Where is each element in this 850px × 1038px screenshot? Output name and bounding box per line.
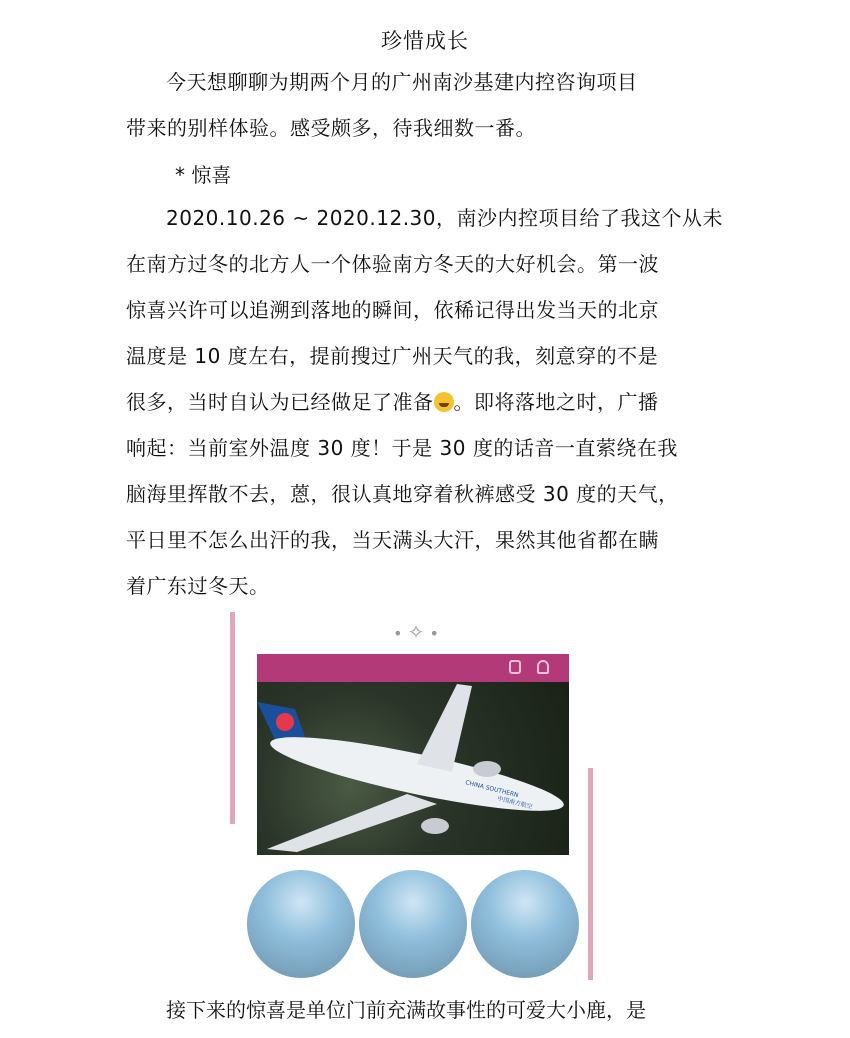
- next-paragraph-line: [126, 990, 736, 1030]
- rofl-emoji-icon: [434, 392, 454, 412]
- body-line: 脑海里挥散不去，蒽，很认真地穿着秋裤感受 30 度的天气，: [126, 482, 679, 506]
- intro-paragraph: [126, 59, 726, 151]
- decorative-bar-left: [230, 612, 235, 824]
- window-view-photo-2: [357, 868, 469, 980]
- body-line: 着广东过冬天。: [126, 574, 270, 598]
- lower-wing: [267, 794, 437, 852]
- intro-line: 今天想聊聊为期两个月的广州南沙基建内控咨询项目: [166, 70, 638, 94]
- engine: [473, 761, 501, 777]
- airline-en-text: CHINA SOUTHERN: [464, 779, 520, 800]
- body-line-part: 很多，当时自认为已经做足了准备: [126, 390, 434, 414]
- puzzle-icon: • ✧ •: [393, 620, 439, 644]
- airplane-graphic: [257, 654, 569, 855]
- intro-line: 带来的别样体验。感受颇多，待我细数一番。: [126, 116, 536, 140]
- body-line-part: 。即将落地之时，广播: [453, 390, 659, 414]
- body-line: 平日里不怎么出汗的我，当天满头大汗，果然其他省都在瞒: [126, 528, 659, 552]
- body-line: 2020.10.26 ~ 2020.12.30，南沙内控项目给了我这个从未: [166, 206, 723, 230]
- window-view-photo-3: [469, 868, 581, 980]
- body-line: 响起：当前室外温度 30 度！于是 30 度的话音一直萦绕在我: [126, 436, 678, 460]
- next-line-text: 接下来的惊喜是单位门前充满故事性的可爱大小鹿，是: [166, 998, 646, 1022]
- window-view-photo-1: [245, 868, 357, 980]
- body-line: 温度是 10 度左右，提前搜过广州天气的我，刻意穿的不是: [126, 344, 659, 368]
- body-line: [126, 379, 726, 425]
- airplane-photo: [257, 654, 569, 855]
- section-heading: * 惊喜: [175, 163, 232, 187]
- airline-cn-text: 中国南方航空: [496, 795, 534, 811]
- decorative-bar-right: [588, 768, 593, 980]
- upper-wing: [417, 684, 472, 772]
- body-paragraph: [126, 195, 726, 609]
- body-line: 惊喜兴许可以追溯到落地的瞬间，依稀记得出发当天的北京: [126, 298, 659, 322]
- engine: [421, 818, 449, 834]
- body-line: 在南方过冬的北方人一个体验南方冬天的大好机会。第一波: [126, 252, 659, 276]
- kapok-logo: [276, 713, 294, 731]
- page-title: 珍惜成长: [381, 29, 469, 53]
